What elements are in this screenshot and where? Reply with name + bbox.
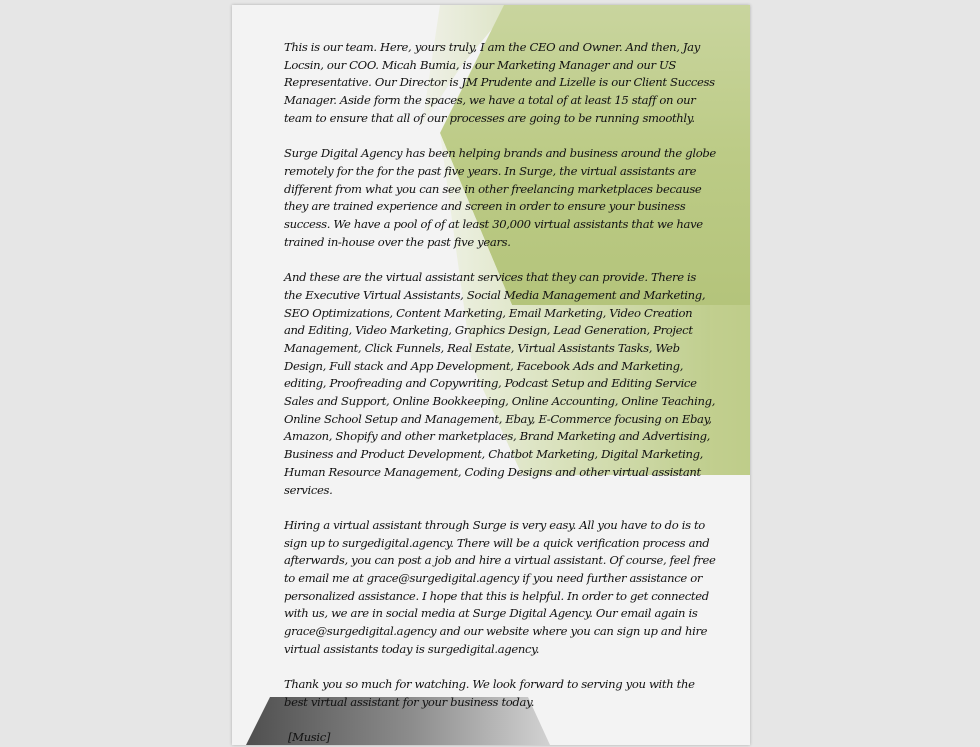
paragraph-services: And these are the virtual assistant services that they can provide. There is the Executive Virtual Assistants, Social Media Management and Marketing, SEO Optimizations, Content Marketing, Email Marketing, Video Creation and Editing, Video Marketing, Graphics Design, Lead Generation, Project Management, Click Funnels, Real Estate, Virtual Assistants Tasks, Web Design, Full stack and App Development, Facebook Ads and Marketing, editing, Proofreading and Copywriting, Podcast Setup and Editing Service Sales and Support, Online Bookkeeping, Online Accounting, Online Teaching, Online School Setup and Management, Ebay, E-Commerce focusing on Ebay, Amazon, Shopify and other marketplaces, Brand Marketing and Advertising, Business and Product Development, Chatbot Marketing, Digital Marketing, Human Resource Management, Coding Designs and other virtual assistant services. [284, 270, 716, 497]
closing-music: [Music] [288, 730, 331, 745]
green-strip-shape [710, 305, 750, 475]
document-body [284, 39, 716, 747]
paragraph-about: Surge Digital Agency has been helping brands and business around the globe remotely for the for the past five years. In Surge, the virtual assistants are different from what you can see in other freelancing marketplaces because they are trained experience and screen in order to ensure your business success. We have a pool of of at least 30,000 virtual assistants that we have trained in-house over the past five years. [284, 146, 716, 249]
paragraph-team: This is our team. Here, yours truly, I am the CEO and Owner. And then, Jay Locsin, our COO. Micah Bumia, is our Marketing Manager and our US Representative. Our Director is JM Prudente and Lizelle is our Client Success Manager. Aside form the spaces, we have a total of at least 15 staff on our team to ensure that all of our processes are going to be running smoothly. [284, 40, 715, 125]
paragraph-hiring: Hiring a virtual assistant through Surge is very easy. All you have to do is to sign up to surgedigital.agency. There will be a quick verification process and afterwards, you can post a job and hire a virtual assistant. Of course, feel free to email me at grace@surgedigital.agency if you need further assistance or personalized assistance. I hope that this is helpful. In order to get connected with us, we are in social media at Surge Digital Agency. Our email again is grace@surgedigital.agency and our website where you can sign up and hire virtual assistants today is surgedigital.agency. [284, 517, 716, 656]
paragraph-thanks: Thank you so much for watching. We look forward to serving you with the best virtual assistant for your business today. [284, 677, 695, 709]
document-page [232, 5, 750, 745]
